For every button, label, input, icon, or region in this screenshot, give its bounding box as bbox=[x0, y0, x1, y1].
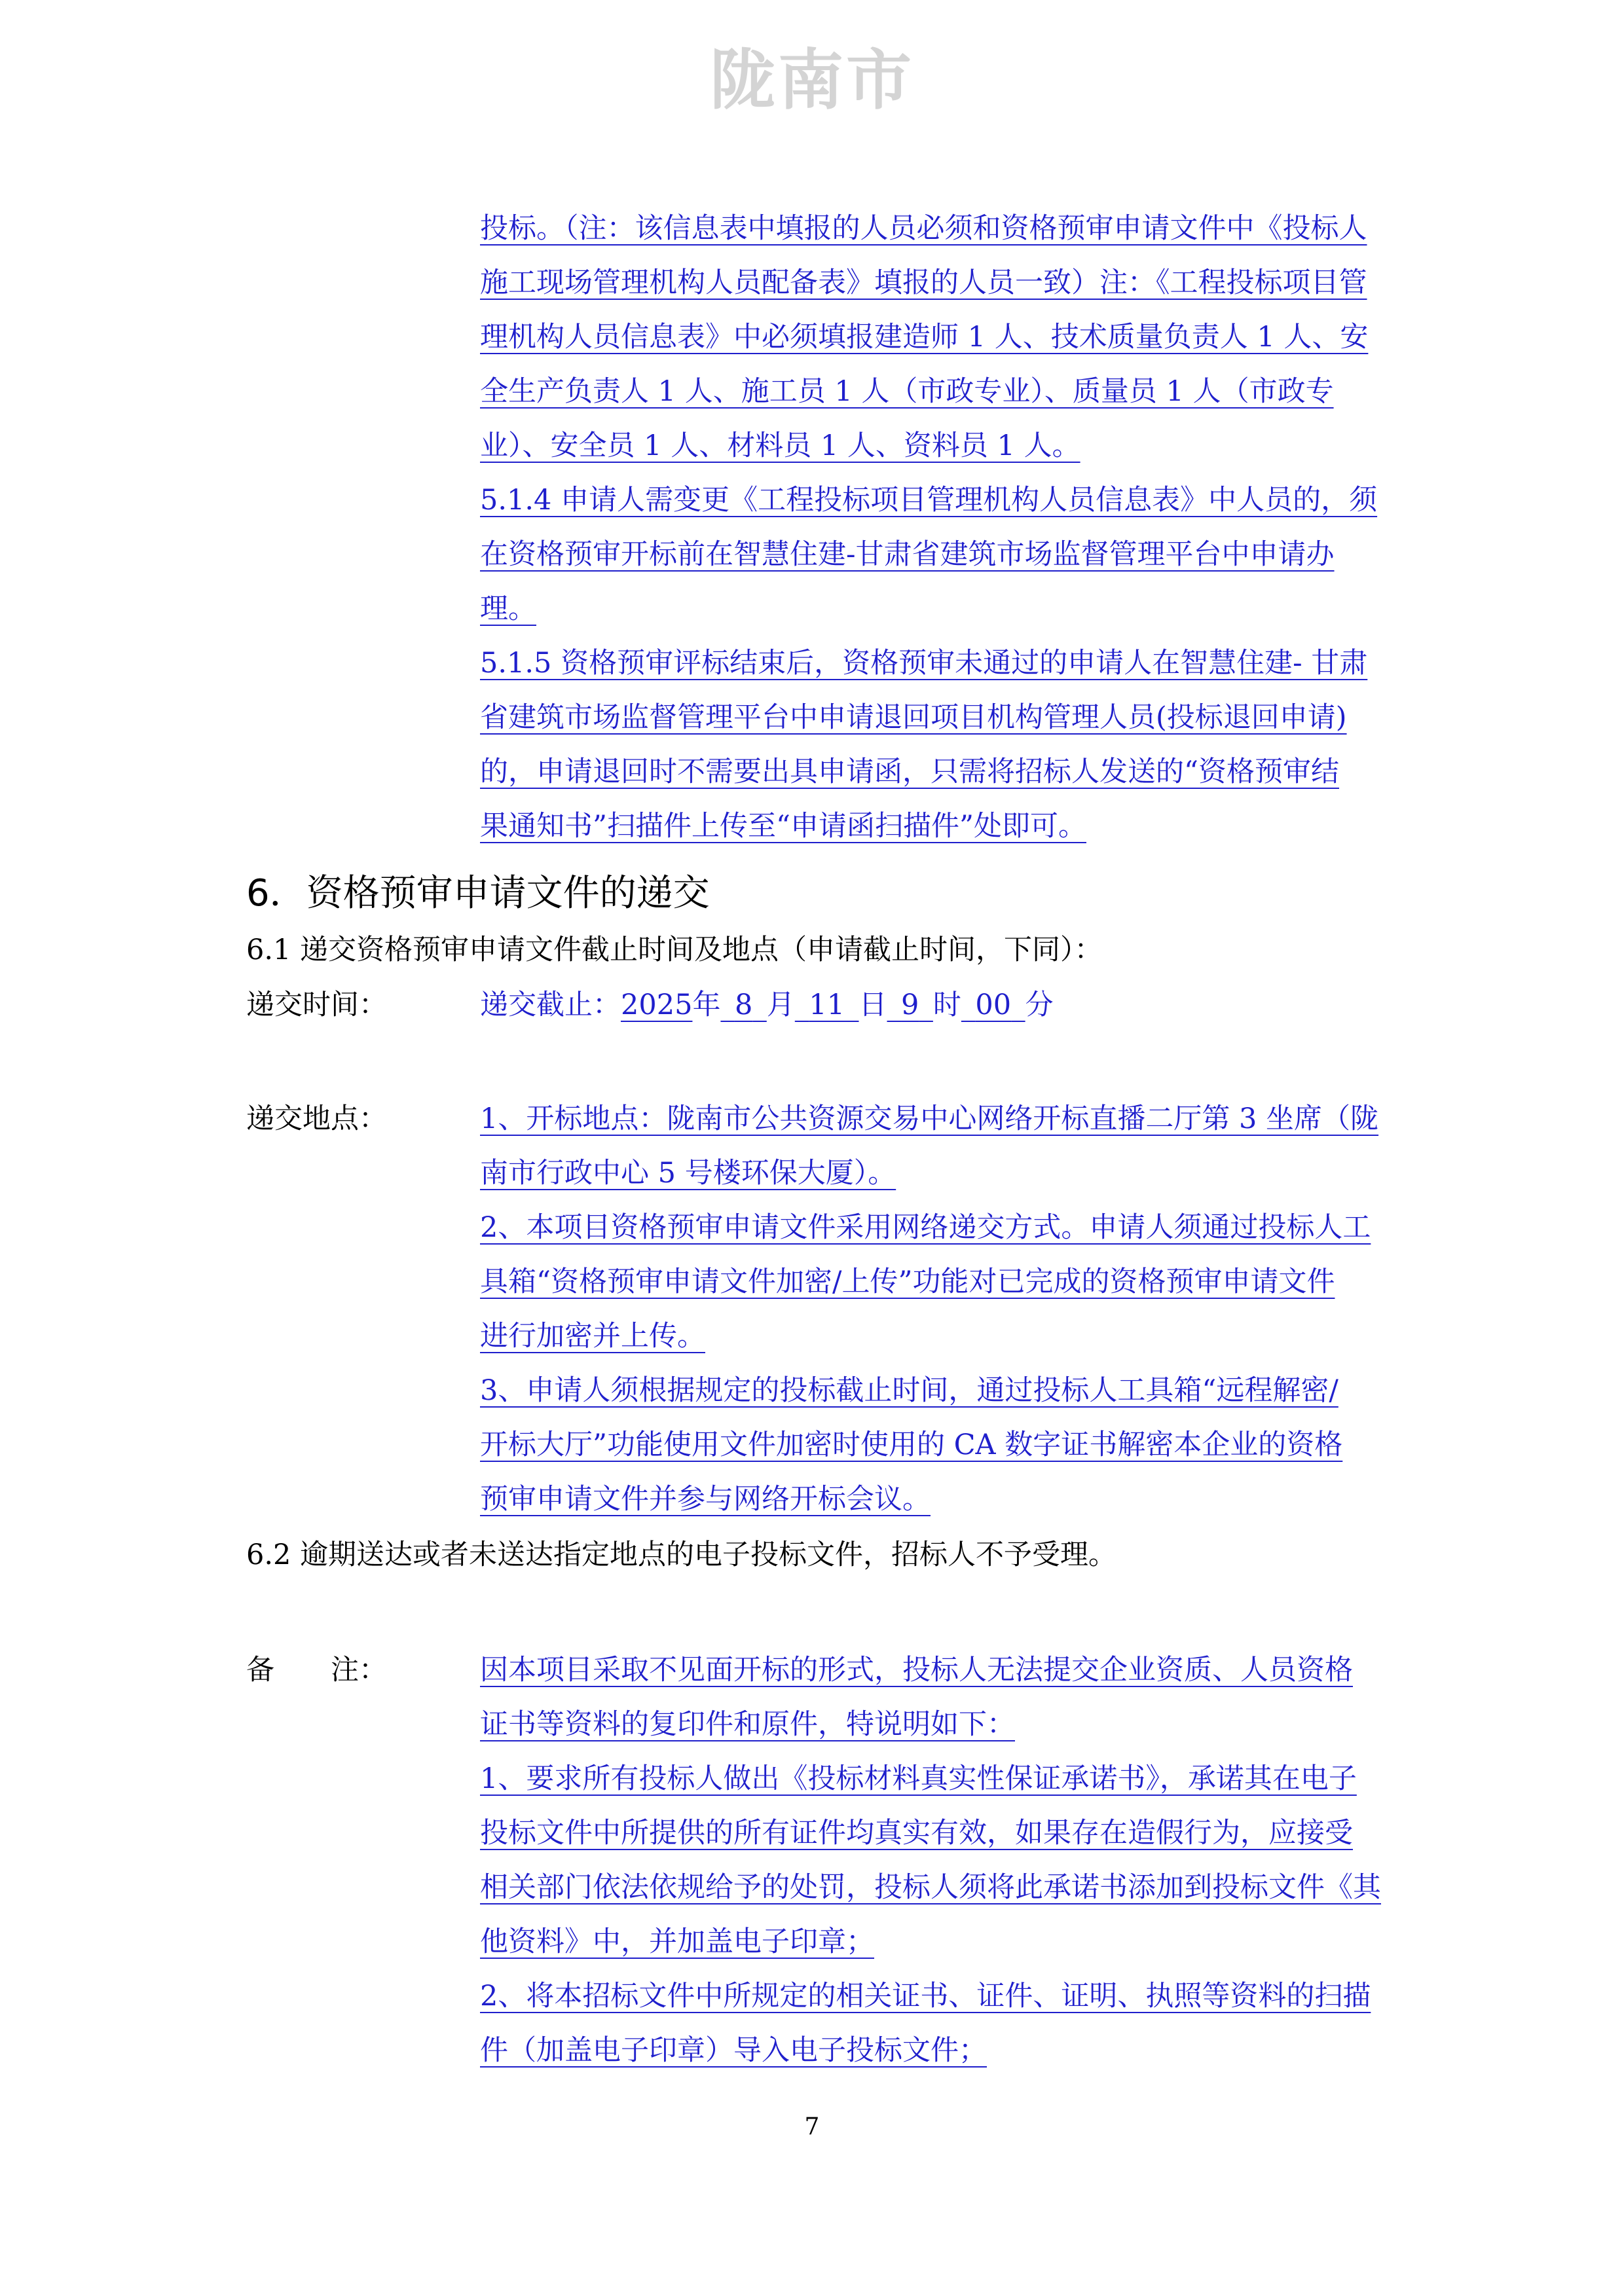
text-line: 具箱“资格预审申请文件加密/上传”功能对已完成的资格预审申请文件 bbox=[480, 1266, 1335, 1298]
deadline-day: 11 bbox=[809, 989, 845, 1021]
submission-place-label: 递交地点： bbox=[246, 1102, 387, 1135]
deadline-minute: 00 bbox=[975, 989, 1012, 1021]
text-line: 进行加密并上传。 bbox=[480, 1320, 705, 1353]
deadline-year: 2025 bbox=[621, 989, 693, 1021]
text-line: 1、要求所有投标人做出《投标材料真实性保证承诺书》，承诺其在电子 bbox=[480, 1762, 1357, 1795]
text-line: 理机构人员信息表》中必须填报建造师 1 人、技术质量负责人 1 人、安 bbox=[480, 321, 1369, 354]
clause-5-1-4: 5.1.4 申请人需变更《工程投标项目管理机构人员信息表》中人员的，须 bbox=[480, 484, 1378, 517]
text-line: 证书等资料的复印件和原件，特说明如下： bbox=[480, 1708, 1015, 1741]
text-line: 业）、安全员 1 人、材料员 1 人、资料员 1 人。 bbox=[480, 429, 1080, 462]
text-line: 2、将本招标文件中所规定的相关证书、证件、证明、执照等资料的扫描 bbox=[480, 1980, 1371, 2013]
text-line: 施工现场管理机构人员配备表》填报的人员一致）注：《工程投标项目管 bbox=[480, 266, 1367, 299]
watermark: 陇南市 bbox=[710, 42, 914, 118]
text-line: 投标文件中所提供的所有证件均真实有效，如果存在造假行为，应接受 bbox=[480, 1817, 1353, 1850]
section5-continuation bbox=[480, 202, 1378, 854]
text-line: 因本项目采取不见面开标的形式，投标人无法提交企业资质、人员资格 bbox=[480, 1654, 1353, 1686]
clause-6-1: 6.1 递交资格预审申请文件截止时间及地点（申请截止时间，下同）： bbox=[246, 934, 1103, 966]
text-line: 件（加盖电子印章）导入电子投标文件； bbox=[480, 2034, 987, 2067]
text-line: 3、申请人须根据规定的投标截止时间，通过投标人工具箱“远程解密/ bbox=[480, 1374, 1338, 1407]
submission-deadline: 递交截止：2025年 8 月 11 日 9 时 00 分 bbox=[480, 989, 1054, 1021]
text-line: 开标大厅”功能使用文件加密时使用的 CA 数字证书解密本企业的资格 bbox=[480, 1429, 1343, 1461]
text-line: 他资料》中，并加盖电子印章； bbox=[480, 1925, 874, 1958]
page-number: 7 bbox=[804, 2113, 820, 2140]
submission-time-label: 递交时间： bbox=[246, 989, 387, 1021]
text-line: 1、开标地点：陇南市公共资源交易中心网络开标直播二厅第 3 坐席（陇 bbox=[480, 1102, 1379, 1135]
text-line: 的，申请退回时不需要出具申请函，只需将招标人发送的“资格预审结 bbox=[480, 756, 1339, 788]
text-line: 投标。（注：该信息表中填报的人员必须和资格预审申请文件中《投标人 bbox=[480, 212, 1367, 245]
submission-place-details bbox=[480, 1092, 1379, 1527]
text-line: 预审申请文件并参与网络开标会议。 bbox=[480, 1483, 931, 1516]
text-line: 2、本项目资格预审申请文件采用网络递交方式。申请人须通过投标人工 bbox=[480, 1211, 1371, 1244]
deadline-month: 8 bbox=[734, 989, 753, 1021]
deadline-hour: 9 bbox=[901, 989, 919, 1021]
text-line: 理。 bbox=[480, 592, 536, 625]
text-line: 全生产负责人 1 人、施工员 1 人（市政专业）、质量员 1 人（市政专 bbox=[480, 375, 1334, 408]
remarks-details bbox=[480, 1643, 1381, 2078]
section-6-heading: 6．资格预审申请文件的递交 bbox=[246, 872, 710, 915]
text-line: 果通知书”扫描件上传至“申请函扫描件”处即可。 bbox=[480, 810, 1086, 843]
text-line: 相关部门依法依规给予的处罚，投标人须将此承诺书添加到投标文件《其 bbox=[480, 1871, 1381, 1904]
text-line: 省建筑市场监督管理平台中申请退回项目机构管理人员(投标退回申请) bbox=[480, 701, 1347, 734]
text-line: 南市行政中心 5 号楼环保大厦）。 bbox=[480, 1157, 896, 1190]
remarks-label: 备 注： bbox=[246, 1654, 387, 1686]
text-line: 在资格预审开标前在智慧住建-甘肃省建筑市场监督管理平台中申请办 bbox=[480, 538, 1335, 571]
clause-5-1-5: 5.1.5 资格预审评标结束后，资格预审未通过的申请人在智慧住建- 甘肃 bbox=[480, 647, 1368, 680]
clause-6-2: 6.2 逾期送达或者未送达指定地点的电子投标文件，招标人不予受理。 bbox=[246, 1539, 1117, 1571]
